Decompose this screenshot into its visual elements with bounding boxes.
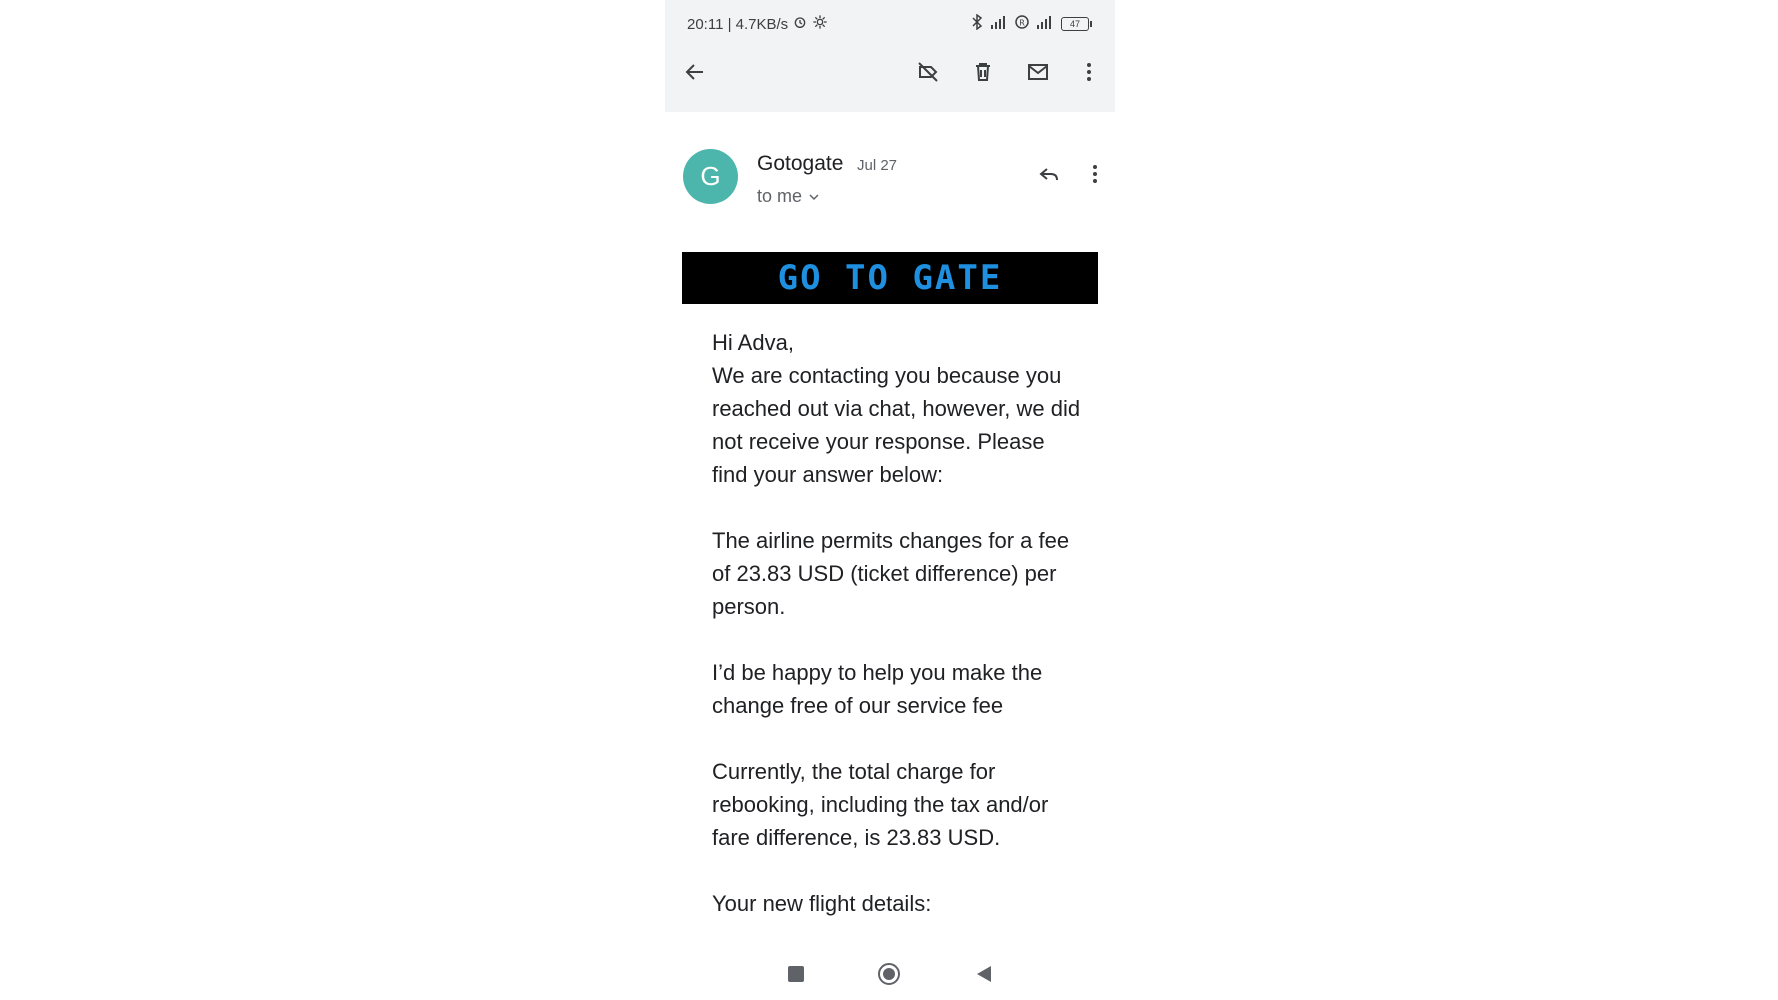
circle-icon xyxy=(877,962,901,986)
action-bar xyxy=(665,56,1115,96)
avatar[interactable]: G xyxy=(683,149,738,204)
mark-unread-button[interactable] xyxy=(1022,56,1054,88)
email-more-button[interactable] xyxy=(1079,158,1111,190)
body-paragraph-4: Currently, the total charge for rebooking, including the tax and/or fare difference, is 23.83 USD. xyxy=(712,759,1049,850)
bluetooth-icon xyxy=(971,14,983,33)
more-vert-icon xyxy=(1083,162,1107,186)
square-icon xyxy=(787,965,805,983)
banner-logo: GO TO GATE xyxy=(777,258,1003,298)
email-date: Jul 27 xyxy=(857,157,898,174)
recipient-toggle[interactable] xyxy=(757,186,820,207)
svg-text:R: R xyxy=(1019,18,1025,28)
mail-icon xyxy=(1026,60,1050,84)
body-paragraph-2: The airline permits changes for a fee of 23.83 USD (ticket difference) per person. xyxy=(712,528,1070,619)
more-options-button[interactable] xyxy=(1073,56,1105,88)
battery-icon: 47 xyxy=(1061,17,1089,31)
label-off-icon xyxy=(916,60,940,84)
status-bar-left xyxy=(687,14,828,34)
system-back-button[interactable] xyxy=(970,960,998,988)
body-paragraph-3: I’d be happy to help you make the change free of our service fee xyxy=(712,660,1043,718)
phone-screen xyxy=(665,0,1115,1000)
arrow-left-icon xyxy=(683,60,707,84)
chevron-down-icon xyxy=(808,191,820,203)
body-paragraph-1: We are contacting you because you reached out via chat, however, we did not receive your response. Please find your answer below: xyxy=(712,363,1081,487)
reply-button[interactable] xyxy=(1033,158,1065,190)
back-button[interactable] xyxy=(679,56,711,88)
more-vert-icon xyxy=(1077,60,1101,84)
gotogate-banner xyxy=(682,252,1098,304)
email-header xyxy=(665,146,1115,216)
settings-gear-icon xyxy=(812,14,828,34)
status-bar-right xyxy=(971,14,1089,33)
status-time-speed: 20:11 | 4.7KB/s xyxy=(687,15,789,33)
home-button[interactable] xyxy=(875,960,903,988)
delete-button[interactable] xyxy=(967,56,999,88)
remove-label-button[interactable] xyxy=(912,56,944,88)
body-paragraph-5: Your new flight details: xyxy=(712,891,932,916)
recents-button[interactable] xyxy=(782,960,810,988)
signal-icon-2 xyxy=(1035,15,1055,32)
triangle-back-icon xyxy=(975,965,993,983)
system-nav-bar xyxy=(665,948,1115,1000)
alarm-icon xyxy=(792,14,808,34)
trash-icon xyxy=(971,60,995,84)
recipient-label: to me xyxy=(757,186,803,206)
roaming-icon xyxy=(1015,15,1029,32)
reply-icon xyxy=(1037,162,1061,186)
greeting: Hi Adva, xyxy=(712,330,794,355)
signal-icon xyxy=(989,15,1009,32)
app-toolbar xyxy=(665,0,1115,112)
email-body xyxy=(712,326,1082,953)
sender-name: Gotogate xyxy=(757,152,844,175)
